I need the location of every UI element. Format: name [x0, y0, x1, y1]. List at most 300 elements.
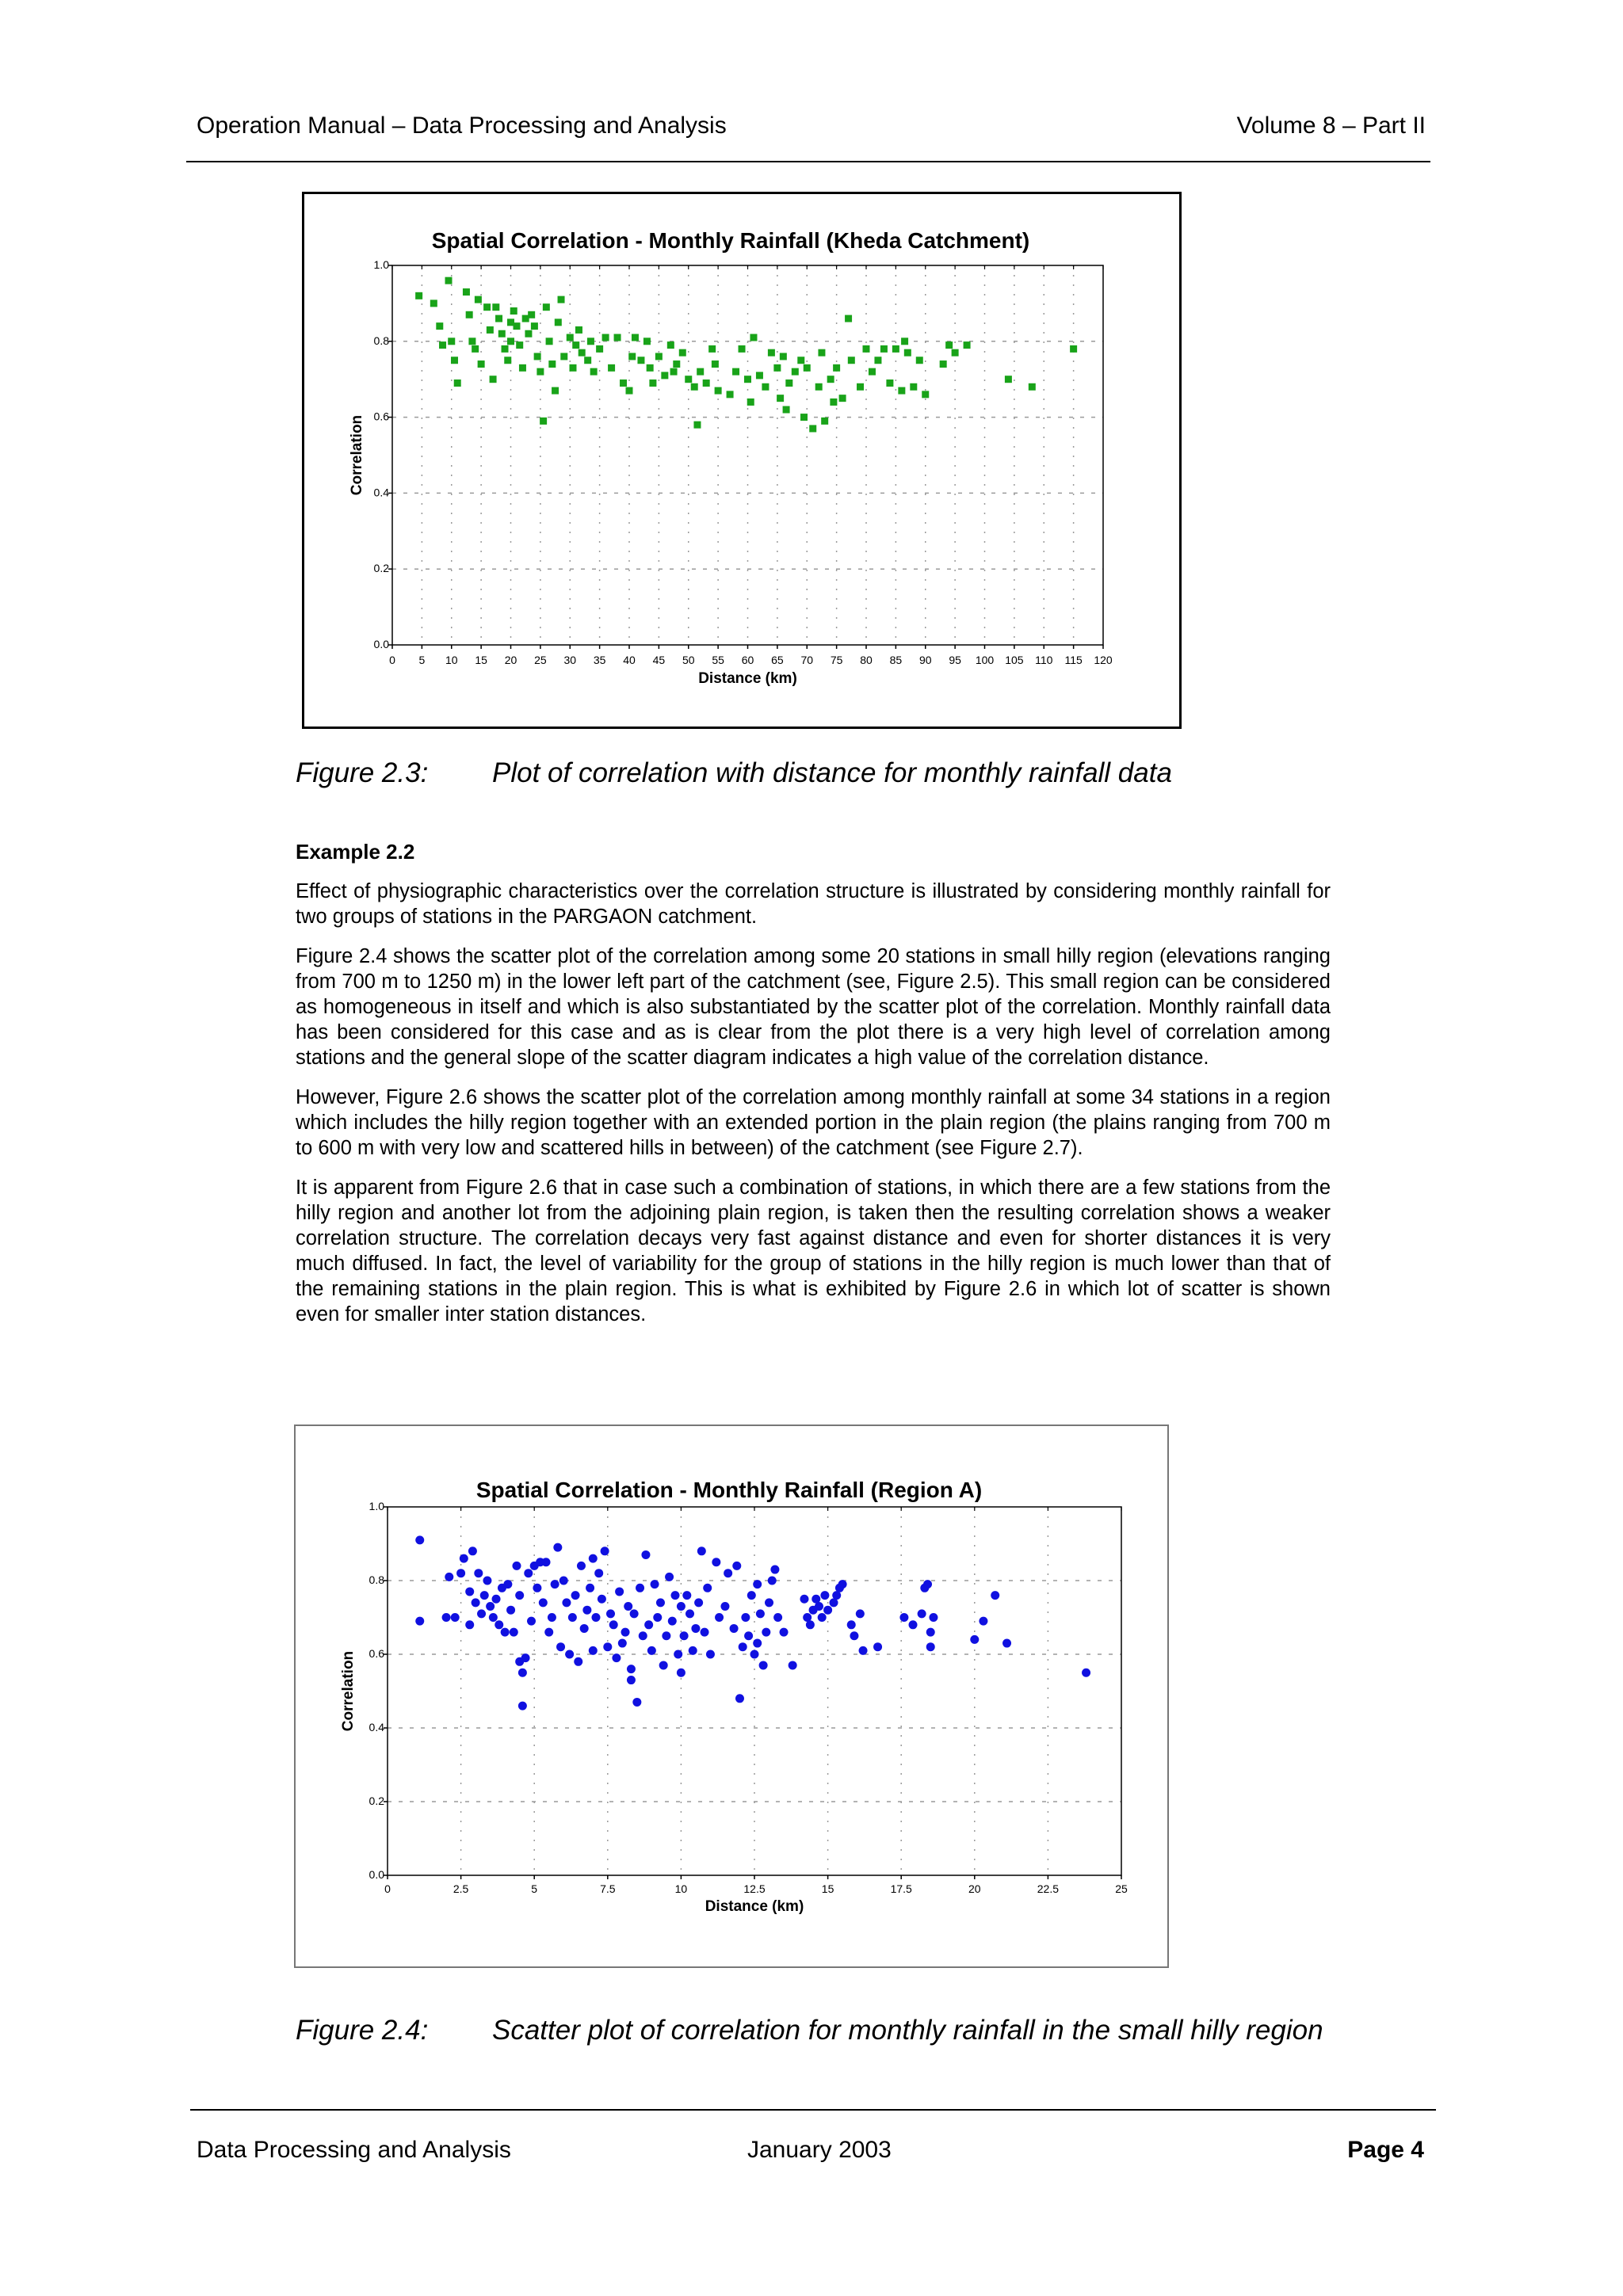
data-point	[524, 1569, 533, 1577]
data-point	[1070, 345, 1077, 353]
data-point	[712, 1558, 720, 1566]
data-point	[818, 349, 825, 357]
data-point	[448, 338, 455, 345]
plot-frame	[388, 1507, 1121, 1875]
data-point	[820, 1591, 829, 1600]
data-point	[715, 1613, 724, 1622]
y-tick-label: 1.0	[369, 1500, 384, 1512]
data-point	[637, 357, 644, 364]
data-point	[680, 1631, 689, 1640]
x-tick-label: 100	[975, 654, 995, 666]
data-point	[558, 296, 565, 303]
data-point	[579, 349, 586, 357]
data-point	[601, 1547, 609, 1555]
x-tick-label: 7.5	[600, 1882, 616, 1895]
data-point	[800, 1595, 808, 1604]
x-tick-label: 45	[652, 654, 666, 666]
data-point	[1029, 383, 1036, 391]
data-point	[747, 399, 754, 406]
data-point	[691, 383, 698, 391]
footer-left: Data Processing and Analysis	[197, 2137, 511, 2163]
data-point	[656, 1598, 665, 1607]
data-point	[926, 1628, 935, 1637]
data-point	[667, 341, 674, 349]
data-point	[589, 1554, 598, 1563]
data-point	[567, 334, 574, 341]
x-tick-label: 22.5	[1037, 1882, 1060, 1895]
data-point	[445, 1573, 453, 1581]
data-point	[809, 425, 816, 432]
data-point	[724, 1569, 732, 1577]
data-point	[606, 1609, 615, 1618]
data-point	[621, 1628, 630, 1637]
data-point	[762, 383, 769, 391]
data-point	[609, 1620, 618, 1629]
x-tick-label: 85	[889, 654, 903, 666]
data-point	[556, 1642, 565, 1651]
x-tick-label: 5	[531, 1882, 538, 1895]
figure-2-4-frame	[294, 1425, 1169, 1968]
data-point	[815, 1602, 823, 1611]
header-left: Operation Manual – Data Processing and Analysis	[197, 113, 727, 139]
data-point	[661, 372, 668, 379]
data-point	[487, 326, 494, 334]
data-point	[589, 1646, 598, 1655]
data-point	[531, 322, 538, 330]
chart-title: Spatial Correlation - Monthly Rainfall (Region A)	[475, 1478, 983, 1502]
data-point	[468, 1547, 477, 1555]
y-tick-label: 0.8	[373, 334, 389, 347]
data-point	[670, 1591, 679, 1600]
y-tick-label: 0.4	[373, 486, 389, 499]
data-point	[544, 1628, 553, 1637]
data-point	[641, 1550, 650, 1559]
data-point	[909, 1620, 918, 1629]
data-point	[507, 338, 514, 345]
data-point	[445, 277, 453, 284]
x-tick-label: 10	[674, 1882, 688, 1895]
figure-2-3-caption	[296, 757, 1172, 789]
data-point	[498, 330, 506, 338]
x-tick-label: 20	[504, 654, 517, 666]
data-point	[528, 311, 535, 318]
paragraph-1: Effect of physiographic characteristics over the correlation structure is illustrated by considering monthly rainfall for two groups of stations in the PARGAON catchment.	[296, 880, 1331, 928]
data-point	[572, 341, 579, 349]
data-point	[548, 1613, 556, 1622]
data-point	[590, 368, 598, 376]
data-point	[838, 1580, 847, 1589]
data-point	[685, 1609, 694, 1618]
x-tick-label: 110	[1035, 654, 1053, 666]
data-point	[945, 341, 953, 349]
data-point	[797, 357, 804, 364]
data-point	[744, 376, 751, 383]
data-point	[624, 1602, 632, 1611]
data-point	[504, 357, 511, 364]
kheda-correlation-chart	[304, 194, 1179, 727]
data-point	[492, 303, 499, 311]
x-tick-label: 60	[741, 654, 754, 666]
data-point	[770, 1566, 779, 1574]
x-axis-label: Distance (km)	[698, 670, 797, 687]
data-point	[533, 1584, 541, 1592]
data-point	[525, 330, 532, 338]
data-point	[756, 1609, 765, 1618]
data-point	[647, 364, 654, 372]
data-point	[510, 1628, 518, 1637]
data-point	[662, 1631, 670, 1640]
x-tick-label: 120	[1094, 654, 1113, 666]
data-point	[1002, 1639, 1011, 1648]
data-point	[697, 1547, 706, 1555]
data-point	[454, 379, 461, 387]
data-point	[543, 303, 550, 311]
example-title: Example 2.2	[296, 840, 415, 864]
y-tick-label: 0.2	[373, 562, 389, 575]
data-point	[869, 368, 876, 376]
data-point	[926, 1642, 935, 1651]
data-point	[703, 379, 710, 387]
data-point	[712, 360, 719, 368]
data-point	[586, 1584, 594, 1592]
data-point	[735, 1694, 744, 1703]
data-point	[904, 349, 911, 357]
x-tick-label: 12.5	[743, 1882, 766, 1895]
data-point	[929, 1613, 938, 1622]
data-point	[720, 1602, 729, 1611]
data-point	[839, 395, 846, 402]
data-point	[689, 1646, 697, 1655]
data-point	[415, 1535, 424, 1544]
data-point	[442, 1613, 451, 1622]
figure-2-4-label: Figure 2.4:	[296, 2015, 429, 2046]
data-point	[857, 383, 864, 391]
data-point	[465, 1620, 474, 1629]
x-tick-label: 25	[534, 654, 547, 666]
data-point	[618, 1639, 627, 1648]
data-point	[542, 1558, 551, 1566]
y-tick-label: 0.6	[373, 410, 389, 423]
data-point	[715, 387, 722, 395]
data-point	[513, 322, 520, 330]
data-point	[480, 1591, 489, 1600]
data-point	[489, 1613, 498, 1622]
data-point	[628, 353, 636, 360]
data-point	[569, 364, 576, 372]
data-point	[792, 368, 799, 376]
data-point	[430, 299, 437, 307]
data-point	[845, 315, 852, 322]
data-point	[521, 1653, 530, 1662]
data-point	[777, 395, 784, 402]
data-point	[512, 1562, 521, 1570]
y-tick-label: 0.8	[369, 1573, 384, 1586]
data-point	[739, 345, 746, 353]
data-point	[753, 1580, 762, 1589]
data-point	[674, 1650, 682, 1659]
header-right: Volume 8 – Part II	[1236, 113, 1426, 139]
data-point	[483, 303, 491, 311]
data-point	[587, 338, 594, 345]
data-point	[552, 387, 559, 395]
data-point	[620, 379, 627, 387]
y-tick-label: 1.0	[373, 258, 389, 271]
x-tick-label: 115	[1064, 654, 1083, 666]
paragraph-3: However, Figure 2.6 shows the scatter plot of the correlation among monthly rainfall at some 34 stations in a region which includes the hilly region together with an extended portion in the plain region (the plains ranging from 700 m to 600 m with very low and scattered hills in between) of the catchment (see Figure 2.7).	[296, 1086, 1331, 1159]
data-point	[553, 1543, 562, 1552]
data-point	[510, 307, 517, 315]
x-tick-label: 70	[800, 654, 814, 666]
data-point	[780, 1628, 789, 1637]
data-point	[679, 349, 686, 357]
data-point	[833, 364, 840, 372]
x-tick-label: 25	[1115, 1882, 1128, 1895]
data-point	[651, 1580, 659, 1589]
region-a-correlation-chart	[296, 1426, 1167, 1966]
data-point	[874, 357, 881, 364]
data-point	[847, 1620, 856, 1629]
data-point	[575, 326, 582, 334]
data-point	[800, 414, 808, 421]
data-point	[490, 376, 497, 383]
data-point	[460, 1554, 468, 1563]
y-tick-label: 0.2	[369, 1794, 384, 1807]
x-tick-label: 2.5	[453, 1882, 469, 1895]
x-tick-label: 65	[771, 654, 784, 666]
data-point	[655, 353, 663, 360]
x-tick-label: 17.5	[890, 1882, 912, 1895]
x-tick-label: 105	[1005, 654, 1024, 666]
data-point	[502, 345, 509, 353]
data-point	[818, 1613, 827, 1622]
data-point	[451, 1613, 460, 1622]
data-point	[574, 1657, 582, 1666]
data-point	[693, 421, 701, 429]
data-point	[478, 360, 485, 368]
data-point	[753, 1639, 762, 1648]
footer-center: January 2003	[747, 2137, 892, 2163]
data-point	[439, 341, 446, 349]
data-point	[691, 1624, 700, 1633]
data-point	[940, 360, 947, 368]
data-point	[768, 349, 775, 357]
data-point	[415, 292, 422, 299]
data-point	[952, 349, 959, 357]
data-point	[537, 368, 544, 376]
data-point	[806, 1620, 815, 1629]
x-tick-label: 80	[860, 654, 873, 666]
y-tick-label: 0.0	[373, 638, 389, 650]
x-tick-label: 40	[623, 654, 636, 666]
data-point	[856, 1609, 865, 1618]
y-axis-label: Correlation	[349, 414, 365, 496]
data-point	[873, 1642, 882, 1651]
data-point	[518, 1702, 527, 1711]
data-point	[486, 1602, 495, 1611]
data-point	[516, 341, 523, 349]
data-point	[899, 1613, 908, 1622]
data-point	[632, 334, 639, 341]
figure-2-3-frame	[302, 192, 1182, 729]
x-axis-label: Distance (km)	[705, 1898, 804, 1915]
data-point	[506, 1606, 515, 1615]
data-point	[859, 1646, 868, 1655]
data-point	[732, 1562, 741, 1570]
data-point	[571, 1591, 580, 1600]
data-point	[780, 353, 787, 360]
data-point	[785, 379, 792, 387]
data-point	[546, 338, 553, 345]
data-point	[591, 1613, 600, 1622]
data-point	[551, 1580, 559, 1589]
data-point	[608, 364, 615, 372]
data-point	[615, 1587, 624, 1596]
data-point	[495, 1620, 503, 1629]
x-tick-label: 95	[949, 654, 961, 666]
data-point	[451, 357, 458, 364]
x-tick-label: 75	[830, 654, 843, 666]
data-point	[568, 1613, 577, 1622]
data-point	[483, 1577, 491, 1585]
data-point	[647, 1646, 656, 1655]
data-point	[898, 387, 905, 395]
data-point	[991, 1591, 999, 1600]
x-tick-label: 5	[418, 654, 426, 666]
data-point	[708, 345, 716, 353]
x-tick-label: 0	[389, 654, 395, 666]
y-axis-label: Correlation	[340, 1650, 357, 1732]
data-point	[643, 338, 651, 345]
data-point	[644, 1620, 653, 1629]
data-point	[659, 1661, 668, 1669]
data-point	[880, 345, 888, 353]
data-point	[901, 338, 908, 345]
data-point	[501, 1628, 510, 1637]
y-tick-label: 0.4	[369, 1721, 384, 1733]
data-point	[612, 1653, 621, 1662]
header-rule	[186, 161, 1430, 162]
data-point	[540, 418, 547, 425]
data-point	[475, 296, 482, 303]
data-point	[468, 338, 475, 345]
data-point	[823, 1606, 832, 1615]
data-point	[492, 1595, 501, 1604]
example-body	[296, 879, 1331, 1341]
data-point	[548, 360, 556, 368]
data-point	[682, 1591, 691, 1600]
data-point	[750, 1650, 759, 1659]
x-tick-label: 20	[968, 1882, 981, 1895]
x-tick-label: 55	[712, 654, 724, 666]
data-point	[863, 345, 870, 353]
data-point	[750, 334, 757, 341]
y-tick-label: 0.6	[369, 1647, 384, 1660]
data-point	[495, 315, 502, 322]
data-point	[706, 1650, 715, 1659]
data-point	[670, 368, 678, 376]
data-point	[474, 1569, 483, 1577]
data-point	[886, 379, 893, 387]
data-point	[685, 376, 692, 383]
plot-frame	[392, 265, 1103, 645]
data-point	[614, 334, 621, 341]
data-point	[979, 1617, 987, 1626]
data-point	[923, 1580, 932, 1589]
data-point	[677, 1669, 685, 1677]
data-point	[768, 1577, 777, 1585]
data-point	[636, 1584, 644, 1592]
x-tick-label: 30	[563, 654, 577, 666]
paragraph-2: Figure 2.4 shows the scatter plot of the correlation among some 20 stations in small hilly region (elevations ranging from 700 m to 1250 m) in the lower left part of the catchment (see, Figure 2.5). This small region can be considered as homogeneous in itself and which is also substantiated by the scatter plot of the correlation. Monthly rainfall data has been considered for this case and as is clear from the plot there is a very high level of correlation among stations and the general slope of the scatter diagram indicates a high value of the correlation distance.	[296, 945, 1331, 1069]
data-point	[741, 1613, 750, 1622]
data-point	[472, 1598, 480, 1607]
footer-rule	[190, 2109, 1436, 2111]
data-point	[804, 364, 811, 372]
data-point	[922, 391, 929, 398]
data-point	[436, 322, 443, 330]
data-point	[773, 1613, 782, 1622]
data-point	[827, 376, 834, 383]
chart-title: Spatial Correlation - Monthly Rainfall (Kheda Catchment)	[431, 228, 1030, 253]
data-point	[603, 1642, 612, 1651]
data-point	[559, 1577, 568, 1585]
data-point	[577, 1562, 586, 1570]
data-point	[463, 288, 470, 296]
data-point	[477, 1609, 486, 1618]
data-point	[562, 1598, 571, 1607]
data-point	[697, 368, 704, 376]
data-point	[762, 1628, 770, 1637]
data-point	[630, 1609, 639, 1618]
paragraph-4: It is apparent from Figure 2.6 that in case such a combination of stations, in which there are a few stations from the hilly region and another lot from the adjoining plain region, is taken then the resulting correlation shows a weaker correlation structure. The correlation decays very fast against distance and even for shorter distances it is very much diffused. In fact, the level of variability for the group of stations in the hilly region is much lower than that of the remaining stations in the plain region. This is what is exhibited by Figure 2.6 in which lot of scatter is shown even for smaller inter station distances.	[296, 1177, 1331, 1325]
data-point	[701, 1628, 709, 1637]
data-point	[668, 1617, 677, 1626]
data-point	[916, 357, 923, 364]
data-point	[665, 1573, 674, 1581]
data-point	[653, 1613, 662, 1622]
data-point	[727, 391, 734, 398]
figure-2-4-text: Scatter plot of correlation for monthly rainfall in the small hilly region	[492, 2015, 1323, 2046]
data-point	[1005, 376, 1012, 383]
data-point	[598, 1595, 606, 1604]
data-point	[580, 1624, 589, 1633]
data-point	[848, 357, 855, 364]
data-point	[466, 311, 473, 318]
data-point	[539, 1598, 548, 1607]
data-point	[759, 1661, 768, 1669]
figure-2-4-caption	[296, 2015, 1323, 2046]
data-point	[732, 368, 739, 376]
data-point	[639, 1631, 647, 1640]
data-point	[747, 1591, 756, 1600]
data-point	[970, 1635, 979, 1644]
data-point	[677, 1602, 685, 1611]
data-point	[765, 1598, 773, 1607]
x-tick-label: 10	[445, 654, 458, 666]
data-point	[673, 360, 680, 368]
data-point	[744, 1631, 753, 1640]
figure-2-3-text: Plot of correlation with distance for monthly rainfall data	[492, 757, 1172, 788]
data-point	[602, 334, 609, 341]
data-point	[515, 1591, 524, 1600]
data-point	[783, 406, 790, 414]
data-point	[756, 372, 763, 379]
data-point	[850, 1631, 858, 1640]
x-tick-label: 35	[593, 654, 606, 666]
data-point	[594, 1569, 603, 1577]
data-point	[565, 1650, 574, 1659]
x-tick-label: 90	[918, 654, 932, 666]
